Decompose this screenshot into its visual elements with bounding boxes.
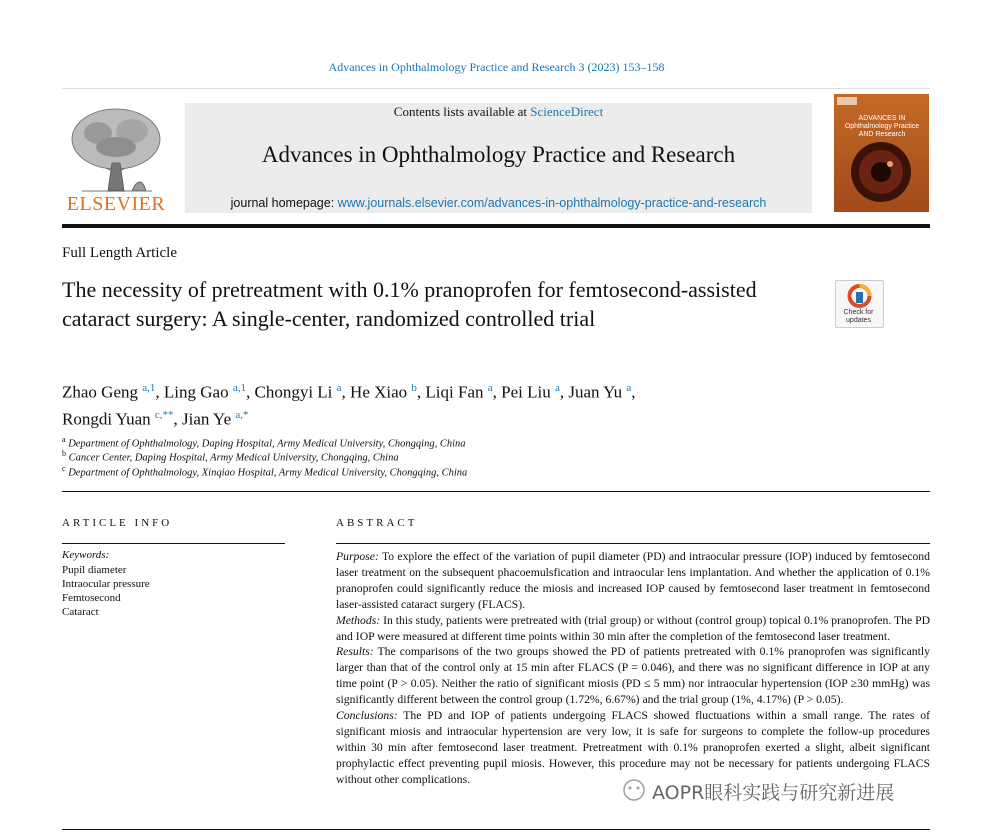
author-name[interactable]: Liqi Fan: [425, 382, 484, 402]
results-label: Results:: [336, 645, 374, 659]
affiliation-text: Department of Ophthalmology, Daping Hospital, Army Medical University, Chongqing, China: [68, 438, 466, 450]
affiliation-marker: b: [62, 449, 66, 458]
keywords-label: Keywords:: [62, 549, 110, 561]
author-name[interactable]: Zhao Geng: [62, 382, 139, 402]
affiliation-divider: [62, 491, 930, 492]
conclusions-text: The PD and IOP of patients undergoing FLACS showed fluctuations within a small range. The rates of significant miosis and intraocular hypertension are very low, it is safe for surgeons to complete the follow-up procedures within 30 min after femtosecond laser treatment. Pretreatment with 0.1% pranoprofen exerted a slight, albeit significant prophylactic effect preventing pupil miosis. However, this procedure may not be necessary for patients undergoing FLACS without other complications.: [336, 709, 930, 786]
purpose-label: Purpose:: [336, 550, 379, 563]
contents-prefix: Contents lists available at: [393, 104, 531, 119]
affiliation-c: [62, 464, 467, 479]
cover-title: ADVANCES IN Ophthalmology Practice AND Research: [844, 115, 920, 138]
crossmark-icon: [836, 281, 883, 311]
watermark-text: AOPR眼科实践与研究新进展: [652, 782, 895, 804]
author-affiliation-marker[interactable]: a,1: [232, 382, 246, 394]
keyword-list: [62, 563, 150, 619]
author-list: Zhao Geng $^{a,1}$, Ling Gao $^{a,1}$, Chongyi Li $^a$, He Xiao $^b$, Liqi Fan $^a$, Pei Liu $^a$, Juan Yu $^a$, Rongdi Yuan $^{c,**}$, Jian Ye $^{a,*}$: [62, 382, 636, 429]
keyword-item[interactable]: Femtosecond: [62, 592, 121, 604]
article-info-heading: ARTICLE INFO: [62, 517, 173, 529]
keyword-item[interactable]: Cataract: [62, 606, 99, 618]
sciencedirect-link[interactable]: ScienceDirect: [530, 104, 604, 119]
abstract-body: [336, 549, 930, 788]
author-affiliation-marker[interactable]: a: [555, 382, 560, 394]
author-affiliation-marker[interactable]: a: [487, 382, 493, 394]
journal-citation[interactable]: Advances in Ophthalmology Practice and Research 3 (2023) 153–158: [328, 60, 665, 74]
paper-title: The necessity of pretreatment with 0.1% pranoprofen for femtosecond-assisted cataract surgery: A single-center, randomized controlled trial: [62, 277, 757, 331]
contents-line: [185, 104, 812, 120]
methods-label: Methods:: [336, 613, 381, 627]
affiliation-a: [62, 435, 466, 450]
article-info-divider: [62, 543, 285, 544]
check-for-updates-label: Check for updates: [843, 309, 874, 324]
publisher-logo-text: ELSEVIER: [66, 193, 166, 215]
author-affiliation-marker[interactable]: a,*: [235, 408, 249, 421]
author-name[interactable]: He Xiao: [350, 382, 408, 402]
author-affiliation-marker[interactable]: b: [411, 382, 417, 394]
header-thick-rule: [62, 224, 930, 228]
author-name[interactable]: Pei Liu: [501, 382, 551, 402]
abstract-results: [336, 644, 930, 708]
affiliation-marker: c: [62, 464, 66, 473]
author-affiliation-marker[interactable]: a,1: [142, 382, 156, 394]
author-affiliation-marker[interactable]: a: [626, 382, 632, 394]
bottom-divider: [62, 829, 930, 830]
top-divider: [62, 88, 930, 89]
abstract-heading: ABSTRACT: [336, 517, 418, 529]
affiliation-b: [62, 449, 399, 464]
abstract-divider: [336, 543, 930, 544]
affiliation-text: Department of Ophthalmology, Xinqiao Hospital, Army Medical University, Chongqing, China: [68, 467, 468, 479]
journal-homepage-link[interactable]: www.journals.elsevier.com/advances-in-ophthalmology-practice-and-research: [337, 196, 767, 210]
keyword-item[interactable]: Intraocular pressure: [62, 578, 150, 590]
results-text: The comparisons of the two groups showed the PD of patients pretreated with 0.1% pranoprofen was significantly larger than that of the control only at 15 min after FLACS (P = 0.046), and there was no significant difference in IOP at any time point (P > 0.05). Neither the ratio of significant miosis (PD ≤ 5 mm) nor intraocular hypertension (IOP ≥30 mmHg) was significantly different between the control group (1.72%, 6.67%) and the trial group (1%, 4.17%) (P > 0.05).: [336, 645, 930, 707]
author-name[interactable]: Ling Gao: [163, 382, 229, 402]
purpose-text: To explore the effect of the variation of pupil diameter (PD) and intraocular pressure (IOP) induced by femtosecond laser treatment on the subsequent phacoemulsfication and intraocular lens implantation. And whether the application of 0.1% pranoprofen could significantly reduce the miosis and increased IOP caused by femtosecond laser treatment in femtosecond laser-assisted cataract surgery (FLACS).: [336, 550, 930, 611]
author-name[interactable]: Rongdi Yuan: [62, 409, 151, 429]
journal-title: Advances in Ophthalmology Practice and Research: [261, 142, 736, 167]
author-name[interactable]: Jian Ye: [182, 409, 232, 429]
cover-eye-image: [834, 94, 929, 212]
author-affiliation-marker[interactable]: a: [336, 382, 342, 394]
conclusions-label: Conclusions:: [336, 709, 398, 723]
author-name[interactable]: Juan Yu: [568, 382, 623, 402]
keyword-item[interactable]: Pupil diameter: [62, 564, 127, 576]
methods-text: In this study, patients were pretreated with (trial group) or without (control group) topical 0.1% pranoprofen. The PD and IOP were measured at different time points within 30 min after the completion of the femtosecond laser treatment.: [336, 613, 931, 643]
affiliation-marker: a: [62, 435, 66, 444]
journal-homepage-line: [185, 196, 812, 210]
author-affiliation-marker[interactable]: c,**: [154, 408, 174, 421]
article-type: Full Length Article: [62, 245, 177, 261]
homepage-prefix: journal homepage:: [230, 196, 338, 210]
abstract-purpose: [336, 549, 930, 613]
author-name[interactable]: Chongyi Li: [254, 382, 333, 402]
affiliation-text: Cancer Center, Daping Hospital, Army Medical University, Chongqing, China: [68, 452, 399, 464]
journal-cover-image[interactable]: [834, 94, 929, 212]
abstract-methods: [336, 613, 930, 645]
